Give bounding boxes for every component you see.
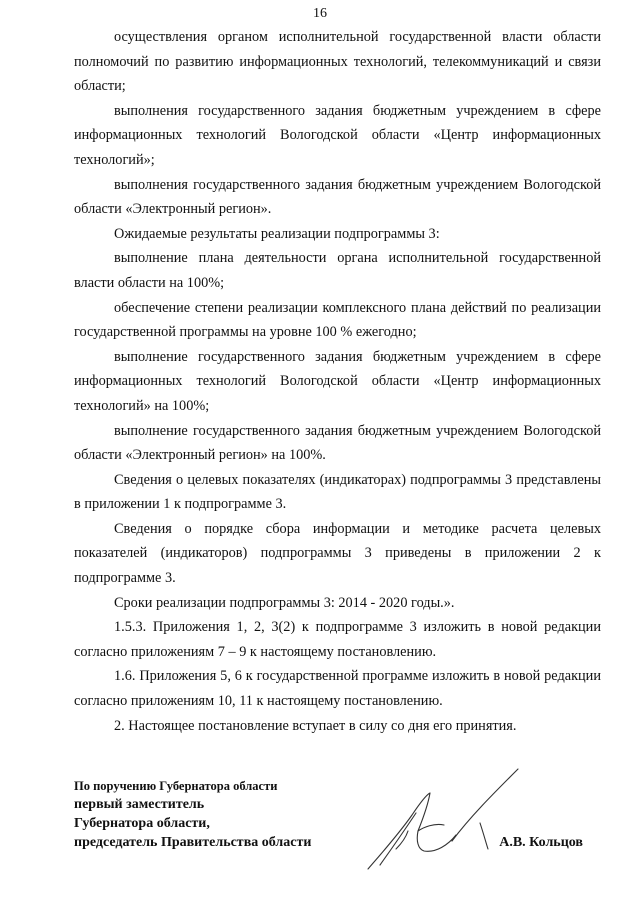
paragraph: осуществления органом исполнительной государственной власти области полномочий по развитию информационных технологий, телекоммуникаций и связи области; — [74, 29, 601, 95]
paragraph: Сведения о порядке сбора информации и методике расчета целевых показателей (индикаторов) подпрограммы 3 приведены в приложении 2 к подпрограмме 3. — [74, 520, 601, 587]
paragraph: 1.5.3. Приложения 1, 2, 3(2) к подпрограмме 3 изложить в новой редакции согласно приложениям 7 – 9 к настоящему постановлению. — [74, 619, 601, 660]
paragraph: выполнение государственного задания бюджетным учреждением в сфере информационных технологий Вологодской области «Центр информационных технологий» на 100%; — [74, 348, 601, 414]
signer-title-line: первый заместитель — [74, 797, 205, 812]
paragraph: Сведения о целевых показателях (индикаторах) подпрограммы 3 представлены в приложении 1 к подпрограмме 3. — [74, 471, 601, 513]
paragraph: 2. Настоящее постановление вступает в силу со дня его принятия. — [114, 717, 517, 734]
paragraph: выполнения государственного задания бюджетным учреждением Вологодской области «Электронный регион». — [74, 176, 601, 218]
paragraph: выполнение плана деятельности органа исполнительной государственной власти области на 100%; — [74, 250, 601, 291]
paragraph: обеспечение степени реализации комплексного плана действий по реализации государственной программы на уровне 100 % ежегодно; — [74, 299, 601, 341]
signer-title-line: председатель Правительства области — [74, 835, 312, 850]
document-body — [74, 25, 601, 738]
paragraph: выполнения государственного задания бюджетным учреждением в сфере информационных технологий Вологодской области «Центр информационных технологий»; — [74, 102, 601, 168]
signer-name: А.В. Кольцов — [499, 835, 583, 850]
paragraph: выполнение государственного задания бюджетным учреждением Вологодской области «Электронный регион» на 100%. — [74, 422, 601, 464]
paragraph: Сроки реализации подпрограммы 3: 2014 - 2020 годы.». — [114, 594, 455, 611]
signer-title-line: Губернатора области, — [74, 816, 210, 831]
signer-title-line: По поручению Губернатора области — [74, 779, 278, 793]
paragraph: 1.6. Приложения 5, 6 к государственной программе изложить в новой редакции согласно приложениям 10, 11 к настоящему постановлению. — [74, 668, 601, 710]
page-number: 16 — [313, 6, 327, 21]
paragraph: Ожидаемые результаты реализации подпрограммы 3: — [114, 225, 440, 242]
signature-block — [74, 775, 601, 870]
